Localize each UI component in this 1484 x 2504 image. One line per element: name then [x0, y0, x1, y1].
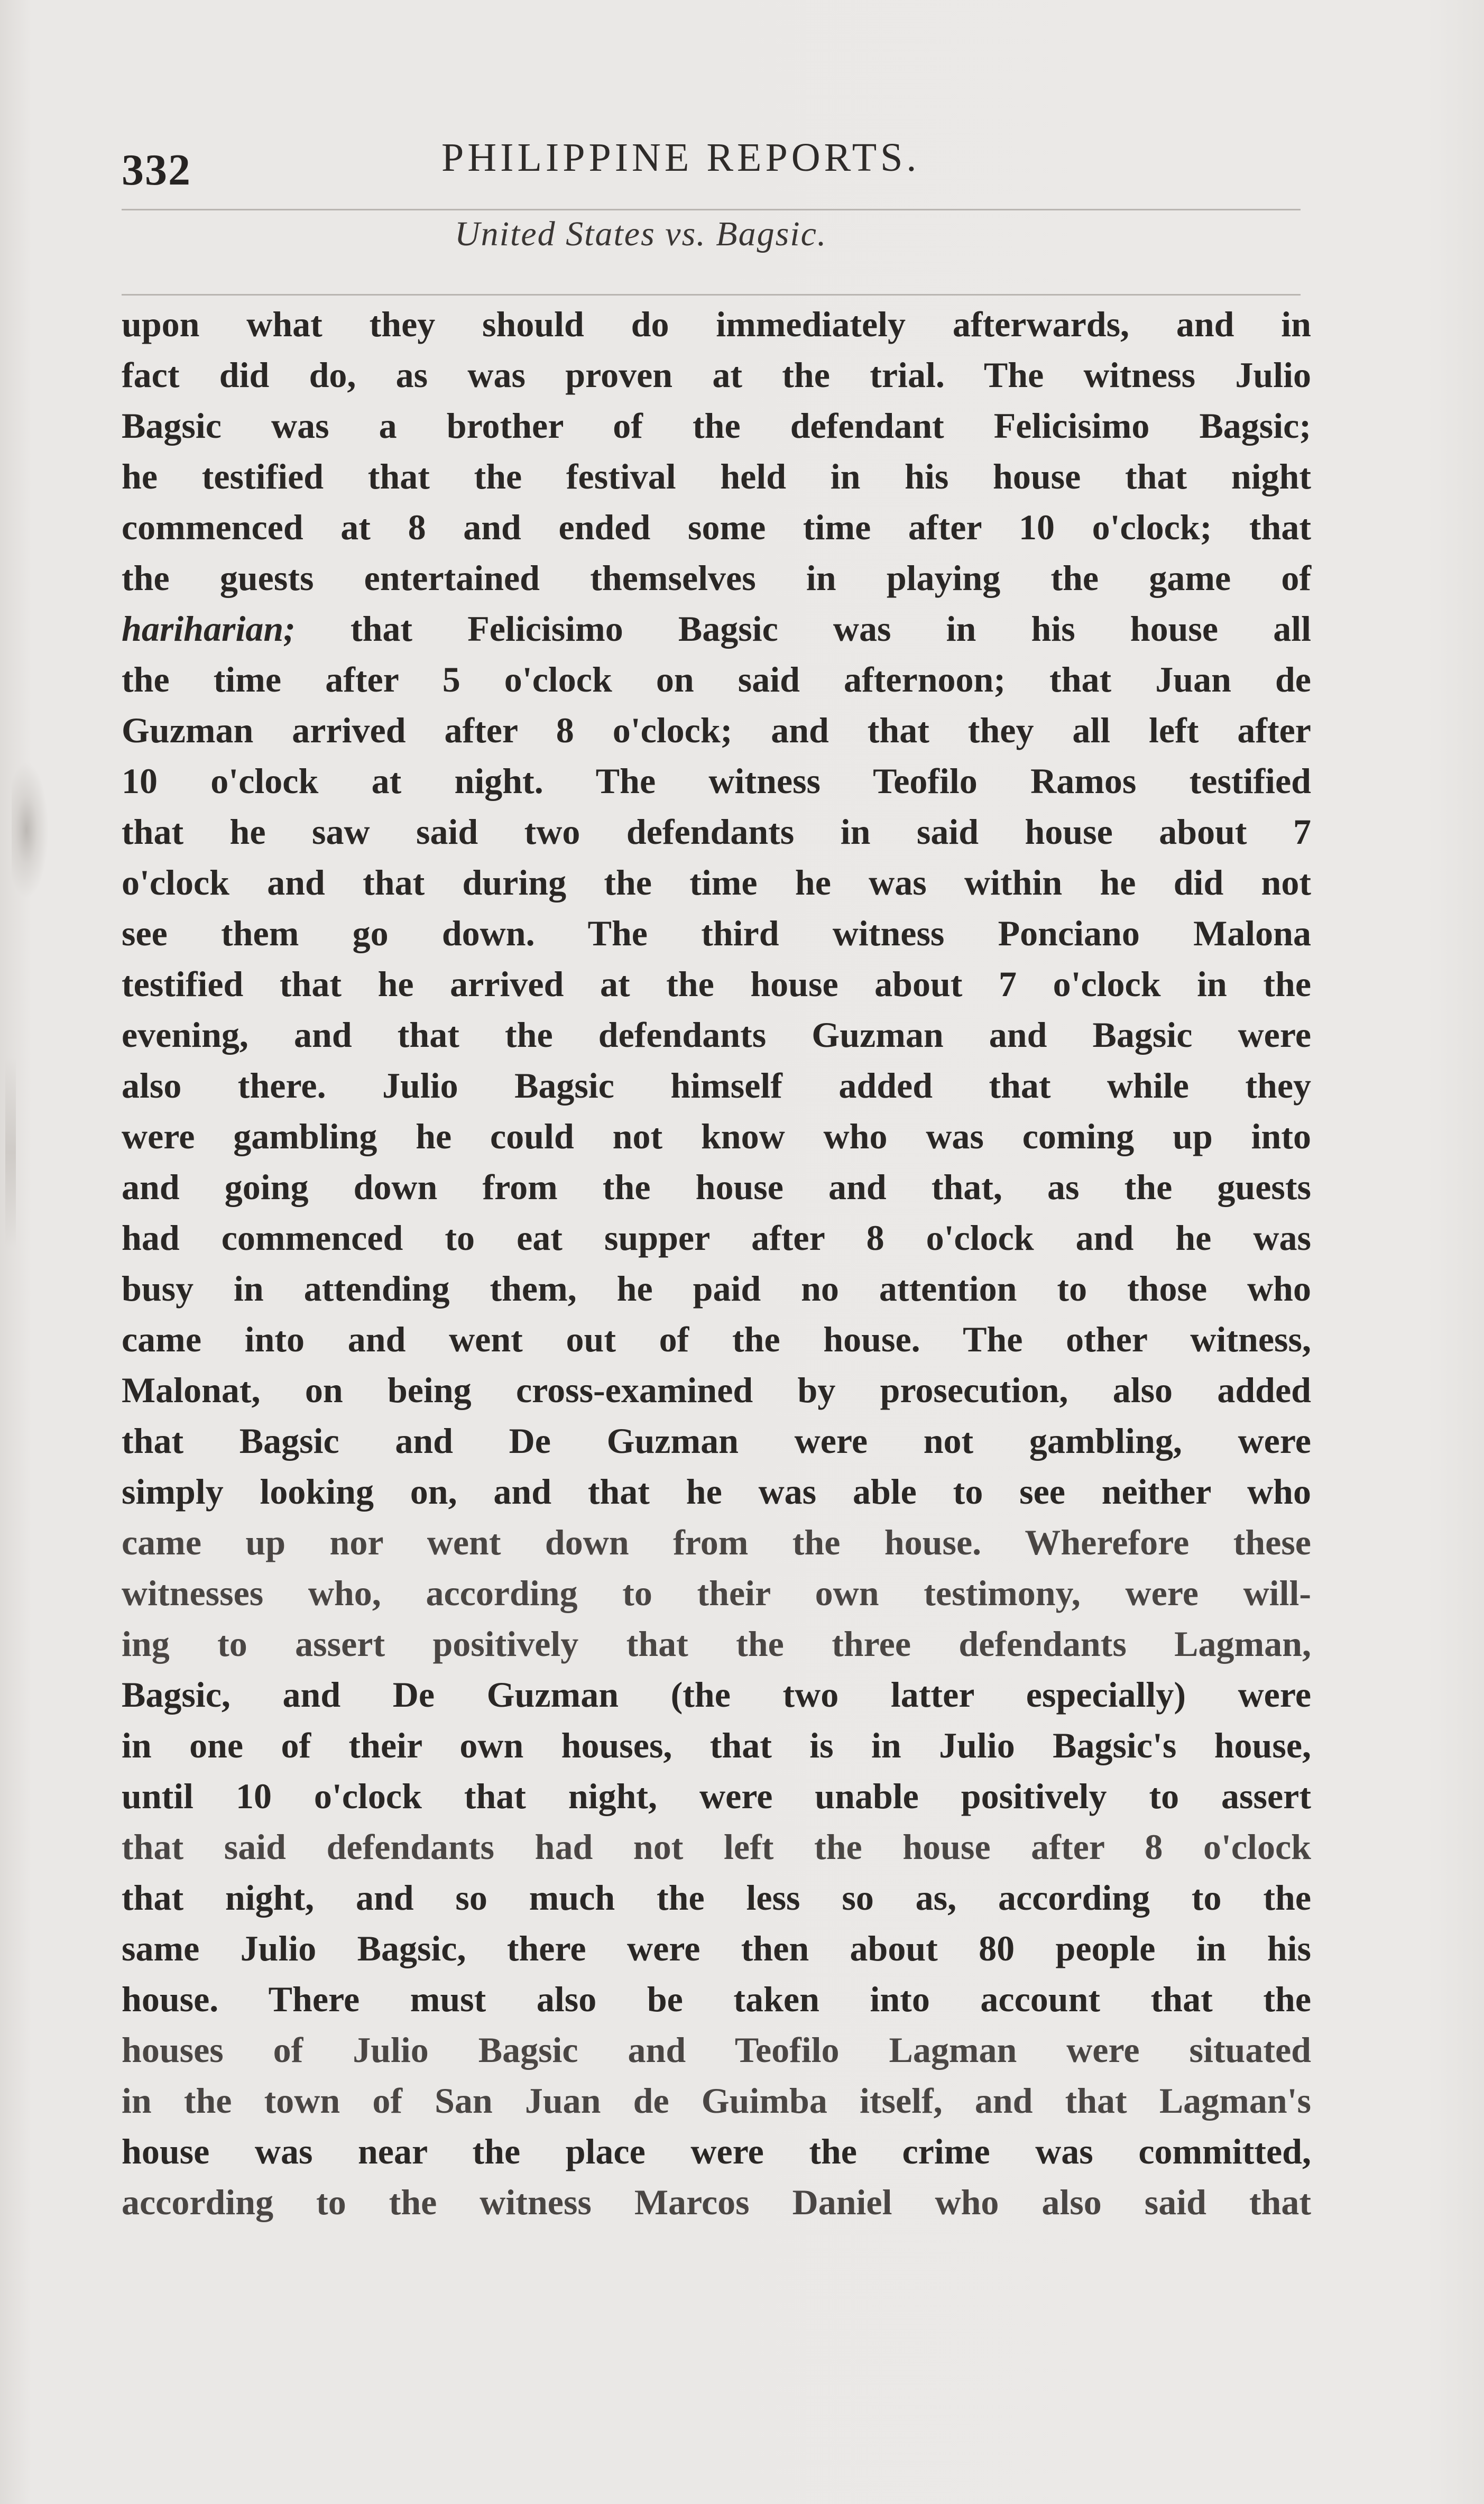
- text-line: in the town of San Juan de Guimba itself, and that Lagman's: [122, 2080, 1311, 2121]
- text-line: Bagsic, and De Guzman (the two latter especially) were: [122, 1674, 1311, 1715]
- text-line: ing to assert positively that the three defendants Lagman,: [122, 1624, 1311, 1664]
- text-line: the guests entertained themselves in playing the game of: [122, 558, 1311, 598]
- text-line: he testified that the festival held in his house that night: [122, 456, 1311, 496]
- text-line: and going down from the house and that, as the guests: [122, 1167, 1311, 1207]
- header-rule: [122, 209, 1301, 210]
- text-line: 10 o'clock at night. The witness Teofilo Ramos testified: [122, 761, 1311, 801]
- text-line: see them go down. The third witness Ponciano Malona: [122, 913, 1311, 953]
- page-number: 332: [122, 145, 191, 195]
- text-line: witnesses who, according to their own testimony, were will-: [122, 1573, 1311, 1613]
- text-line: also there. Julio Bagsic himself added that while they: [122, 1065, 1311, 1106]
- italic-term: hariharian;: [122, 609, 296, 649]
- binding-shadow: [12, 761, 49, 899]
- text-line: came into and went out of the house. The other witness,: [122, 1319, 1311, 1359]
- running-head: PHILIPPINE REPORTS.: [441, 135, 920, 180]
- binding-edge: [5, 1057, 16, 1248]
- case-title: United States vs. Bagsic.: [455, 215, 827, 253]
- text-line: Guzman arrived after 8 o'clock; and that they all left after: [122, 710, 1311, 750]
- text-line: simply looking on, and that he was able to see neither who: [122, 1471, 1311, 1512]
- text-line: according to the witness Marcos Daniel who also said that: [122, 2182, 1311, 2222]
- page-header: [122, 135, 1306, 198]
- text-line: in one of their own houses, that is in Julio Bagsic's house,: [122, 1725, 1311, 1765]
- text-line: houses of Julio Bagsic and Teofilo Lagman were situated: [122, 2030, 1311, 2070]
- text-line: that said defendants had not left the house after 8 o'clock: [122, 1827, 1311, 1867]
- text-line: Malonat, on being cross-examined by prosecution, also added: [122, 1370, 1311, 1410]
- text-line: upon what they should do immediately afterwards, and in: [122, 304, 1311, 344]
- case-title-rule: [122, 294, 1301, 296]
- body-text: [122, 299, 1311, 2227]
- text-line: fact did do, as was proven at the trial. The witness Julio: [122, 355, 1311, 395]
- text-line: o'clock and that during the time he was within he did not: [122, 862, 1311, 903]
- text-line: came up nor went down from the house. Wherefore these: [122, 1522, 1311, 1562]
- text-line: that he saw said two defendants in said house about 7: [122, 812, 1311, 852]
- text-line: house was near the place were the crime was committed,: [122, 2131, 1311, 2171]
- text-line: were gambling he could not know who was coming up into: [122, 1116, 1311, 1156]
- text-line: that night, and so much the less so as, according to the: [122, 1877, 1311, 1918]
- text-line: same Julio Bagsic, there were then about 80 people in his: [122, 1928, 1311, 1968]
- text-line: evening, and that the defendants Guzman and Bagsic were: [122, 1015, 1311, 1055]
- text-line: commenced at 8 and ended some time after 10 o'clock; that: [122, 507, 1311, 547]
- text-line: had commenced to eat supper after 8 o'clock and he was: [122, 1218, 1311, 1258]
- text-line: testified that he arrived at the house about 7 o'clock in the: [122, 964, 1311, 1004]
- text-line: the time after 5 o'clock on said afternoon; that Juan de: [122, 659, 1311, 699]
- text-line: house. There must also be taken into account that the: [122, 1979, 1311, 2019]
- text-line: until 10 o'clock that night, were unable positively to assert: [122, 1776, 1311, 1816]
- text-line: Bagsic was a brother of the defendant Felicisimo Bagsic;: [122, 406, 1311, 446]
- text-line: hariharian; that Felicisimo Bagsic was in his house all: [122, 609, 1311, 649]
- text-line: busy in attending them, he paid no attention to those who: [122, 1268, 1311, 1309]
- text-line: that Bagsic and De Guzman were not gambling, were: [122, 1421, 1311, 1461]
